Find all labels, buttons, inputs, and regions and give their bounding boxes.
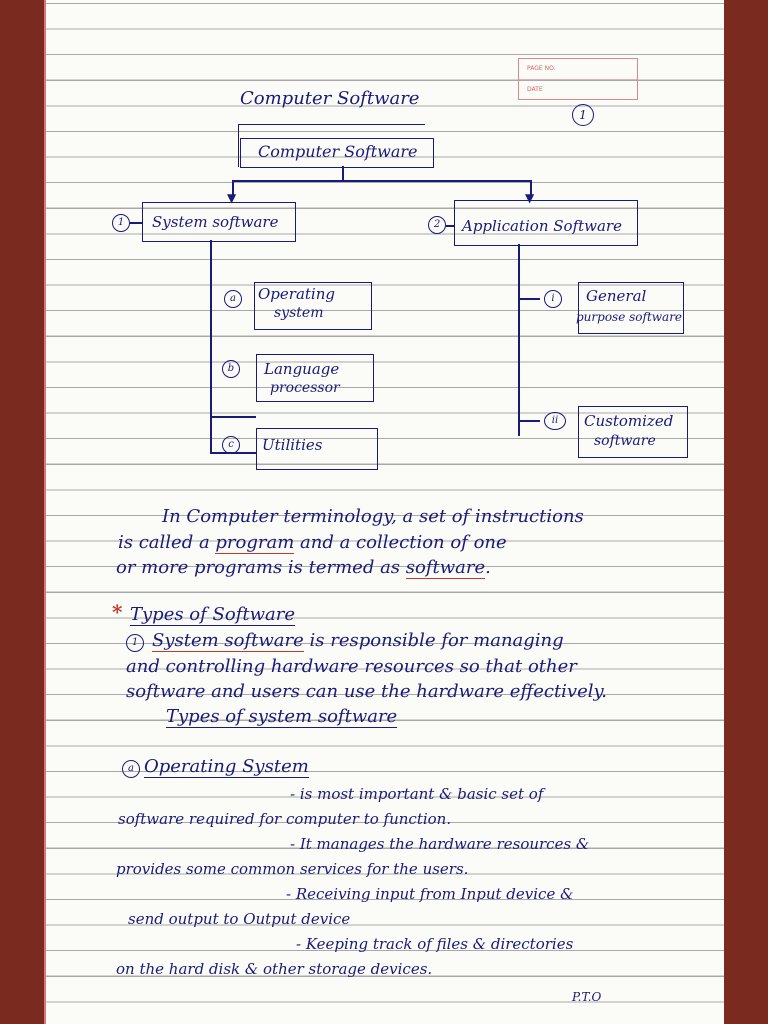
term-system-software: System software: [152, 630, 304, 651]
os-line-8: on the hard disk & other storage devices.: [116, 960, 433, 978]
application-link-i: [518, 298, 540, 300]
general-purpose-label-2: purpose software: [576, 310, 683, 324]
types-line-1: [152, 630, 564, 651]
general-purpose-number: i: [544, 290, 562, 308]
language-processor-label-1: Language: [264, 360, 340, 378]
os-child-number: a: [224, 290, 242, 308]
system-software-label: System software: [152, 213, 279, 231]
system-trunk-link-c: [210, 416, 256, 418]
intro-line-3: [116, 557, 491, 578]
os-section-number: a: [122, 760, 140, 778]
customized-label-2: software: [594, 433, 656, 449]
language-processor-number: b: [222, 360, 240, 378]
page-date-stamp: [518, 58, 638, 100]
system-software-number: 1: [112, 214, 130, 232]
root-branch-line: [232, 180, 530, 182]
intro-line-3-end: .: [485, 557, 491, 578]
intro-line-2-start: is called a: [118, 532, 216, 553]
right-branch-arrow: ▼: [525, 191, 535, 205]
term-program: program: [215, 532, 295, 553]
os-line-2: software required for computer to function.: [118, 810, 452, 828]
customized-label-1: Customized: [584, 412, 674, 430]
application-software-label: Application Software: [462, 217, 622, 235]
intro-line-3-start: or more programs is termed as: [116, 557, 406, 578]
general-purpose-label-1: General: [586, 287, 647, 305]
root-node-label: Computer Software: [258, 142, 418, 161]
root-down-connector: [342, 166, 344, 180]
page-number: 1: [572, 104, 594, 126]
stamp-date-label: DATE: [527, 86, 543, 93]
os-line-5: - Receiving input from Input device &: [286, 885, 574, 903]
page-title: Computer Software: [240, 88, 420, 109]
application-trunk-line: [518, 244, 520, 436]
page-footer-pto: P.T.O: [572, 990, 602, 1004]
os-line-4: provides some common services for the users.: [116, 860, 469, 878]
os-section-heading: Operating System: [144, 756, 309, 777]
os-line-1: - is most important & basic set of: [290, 785, 544, 803]
os-child-label-2: system: [274, 305, 324, 321]
application-software-pointer: [446, 225, 454, 227]
types-line-1-end: is responsible for managing: [303, 630, 564, 651]
intro-line-2-end: and a collection of one: [294, 532, 507, 553]
os-line-7: - Keeping track of files & directories: [296, 935, 574, 953]
customized-number: ii: [544, 412, 566, 430]
types-line-3: software and users can use the hardware effectively.: [126, 681, 608, 702]
system-software-pointer: [130, 222, 142, 224]
types-sub-heading: Types of system software: [166, 706, 398, 727]
types-line-2: and controlling hardware resources so that other: [126, 656, 577, 677]
os-line-3: - It manages the hardware resources &: [290, 835, 590, 853]
os-child-label-1: Operating: [258, 285, 335, 303]
term-software: software: [405, 557, 486, 578]
types-item-number: 1: [126, 634, 144, 652]
os-line-6: send output to Output device: [128, 910, 351, 928]
intro-line-2: [118, 532, 507, 553]
stamp-page-label: PAGE NO.: [519, 59, 637, 80]
notebook-page: [44, 0, 724, 1024]
application-link-ii: [518, 420, 540, 422]
left-branch-arrow: ▼: [227, 191, 237, 205]
application-software-number: 2: [428, 216, 446, 234]
utilities-number: c: [222, 436, 240, 454]
system-trunk-line: [210, 240, 212, 452]
types-heading: Types of Software: [130, 604, 295, 625]
types-star-icon: *: [112, 600, 123, 624]
utilities-label: Utilities: [262, 436, 323, 454]
intro-line-1: In Computer terminology, a set of instructions: [162, 506, 584, 527]
page-margin-line: [44, 0, 46, 1024]
language-processor-label-2: processor: [270, 380, 340, 396]
